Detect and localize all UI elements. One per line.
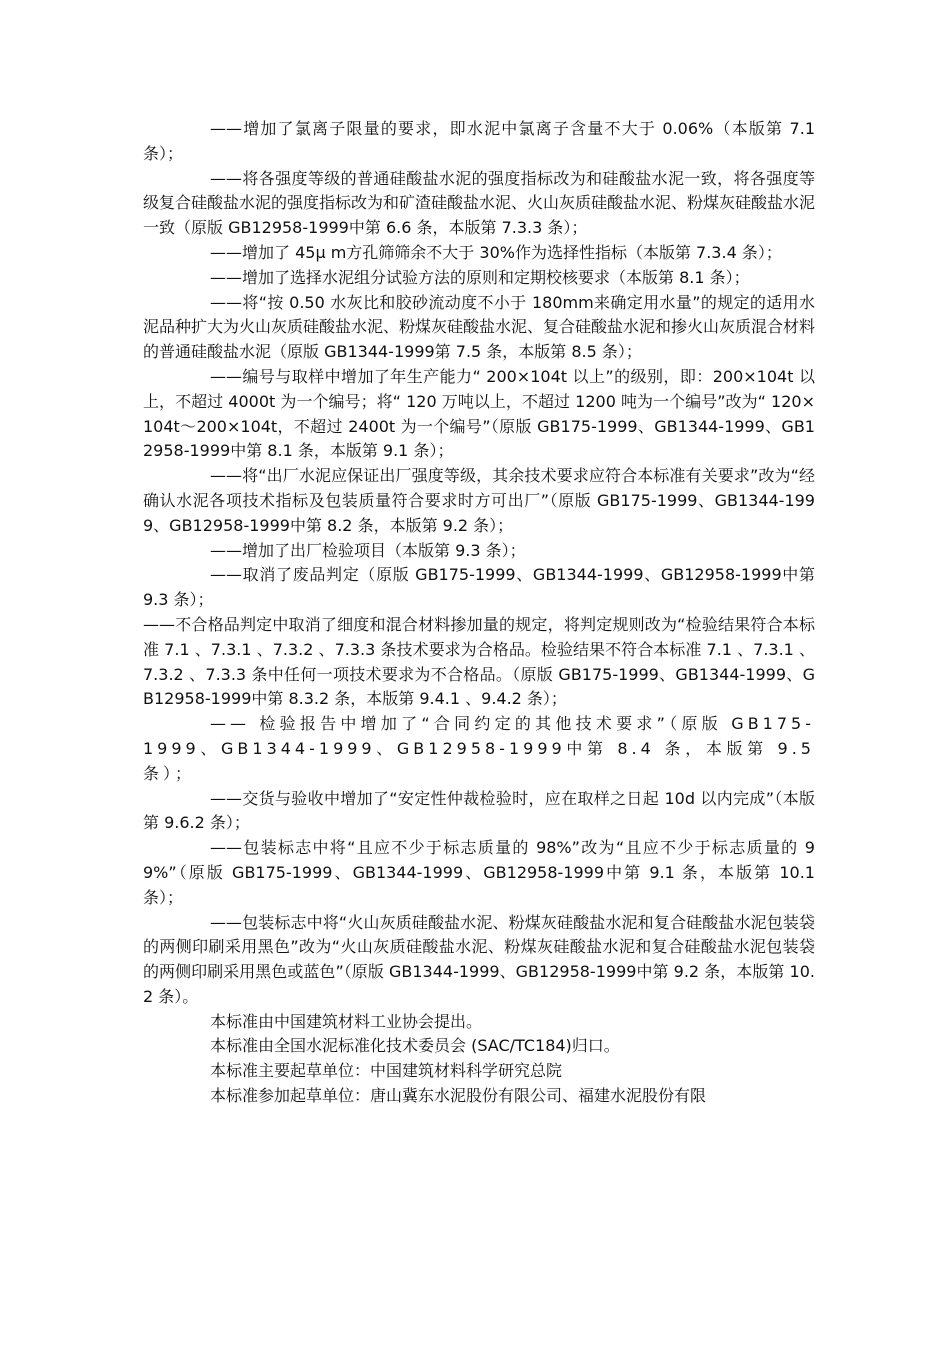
main-drafter-statement: 本标准主要起草单位：中国建筑材料科学研究总院 bbox=[210, 1061, 563, 1081]
revision-item-component-test: ——增加了选择水泥组分试验方法的原则和定期校核要求（本版第 8.1 条）； bbox=[210, 267, 750, 287]
revision-item-inspection-items: ——增加了出厂检验项目（本版第 9.3 条）； bbox=[210, 540, 526, 560]
revision-item-strength-index: ——将各强度等级的普通硅酸盐水泥的强度指标改为和硅酸盐水泥一致，将各强度等级复合硅酸盐水泥的强度指标改为和矿渣硅酸盐水泥、火山灰质硅酸盐水泥、粉煤灰硅酸盐水泥一致（原版 GB12958-1999中第 6.6 条，本版第 7.3.3 条）； bbox=[143, 168, 816, 238]
revision-item-delivery-acceptance: ——交货与验收中增加了“安定性仲裁检验时，应在取样之日起 10d 以内完成”（本版第 9.6.2 条）； bbox=[143, 788, 815, 833]
revision-item-waste-judgement: ——取消了废品判定（原版 GB175-1999、GB1344-1999、GB12958-1999中第 9.3 条）； bbox=[143, 565, 815, 610]
revision-item-inspection-report: —— 检验报告中增加了“合同约定的其他技术要求”（原版 GB175-1999、GB1344-1999、GB12958-1999中第 8.4 条，本版第 9.5 条）； bbox=[143, 714, 815, 783]
revision-item-sieve-residue: ——增加了 45μ m方孔筛筛余不大于 30%作为选择性指标（本版第 7.3.4 条）； bbox=[210, 242, 782, 262]
revision-item-package-color: ——包装标志中将“火山灰质硅酸盐水泥、粉煤灰硅酸盐水泥和复合硅酸盐水泥包装袋的两侧印刷采用黑色”改为“火山灰质硅酸盐水泥、粉煤灰硅酸盐水泥和复合硅酸盐水泥包装袋的两侧印刷采用黑色或蓝色”（原版 GB1344-1999、GB12958-1999中第 9.2 条，本版第 10.2 条）。 bbox=[143, 912, 815, 1006]
administrator-statement: 本标准由全国水泥标准化技术委员会 (SAC/TC184)归口。 bbox=[210, 1036, 620, 1056]
participating-drafters-statement: 本标准参加起草单位：唐山冀东水泥股份有限公司、福建水泥股份有限 bbox=[210, 1086, 707, 1106]
document-body bbox=[143, 117, 815, 1109]
revision-item-nonconforming: ——不合格品判定中取消了细度和混合材料掺加量的规定，将判定规则改为“检验结果符合本标准 7.1 、7.3.1 、7.3.2 、7.3.3 条技术要求为合格品。检验结果不符合本标准 7.1 、7.3.1 、7.3.2 、7.3.3 条中任何一项技术要求为不合格品。（原版 GB175-1999、GB1344-1999、GB12958-1999中第 8.3.2 条，本版第 9.4.1 、9.4.2 条）； bbox=[143, 614, 815, 709]
revision-item-factory-release: ——将“出厂水泥应保证出厂强度等级，其余技术要求应符合本标准有关要求”改为“经确认水泥各项技术指标及包装质量符合要求时方可出厂”（原版 GB175-1999、GB1344-1999、GB12958-1999中第 8.2 条，本版第 9.2 条）； bbox=[143, 466, 815, 535]
proposer-statement: 本标准由中国建筑材料工业协会提出。 bbox=[210, 1011, 483, 1031]
revision-item-water-ratio: ——将“按 0.50 水灰比和胶砂流动度不小于 180mm来确定用水量”的规定的适用水泥品种扩大为火山灰质硅酸盐水泥、粉煤灰硅酸盐水泥、复合硅酸盐水泥和掺火山灰质混合材料的普通硅酸盐水泥（原版 GB1344-1999第 7.5 条，本版第 8.5 条）； bbox=[143, 292, 816, 362]
revision-item-numbering-sampling: ——编号与取样中增加了年生产能力“ 200×104t 以上”的级别，即：200×104t 以上，不超过 4000t 为一个编号；将“ 120 万吨以上，不超过 1200 吨为一个编号”改为“ 120×104t～200×104t，不超过 2400t 为一个编号”（原版 GB175-1999、GB1344-1999、GB12958-1999中第 8.1 条，本版第 9.1 条）； bbox=[143, 366, 815, 461]
revision-item-chloride-limit: ——增加了氯离子限量的要求，即水泥中氯离子含量不大于 0.06%（本版第 7.1 条）； bbox=[143, 119, 815, 163]
revision-item-package-weight: ——包装标志中将“且应不少于标志质量的 98%”改为“且应不少于标志质量的 99%”（原版 GB175-1999、GB1344-1999、GB12958-1999中第 9.1 条，本版第 10.1 条）； bbox=[143, 838, 815, 907]
